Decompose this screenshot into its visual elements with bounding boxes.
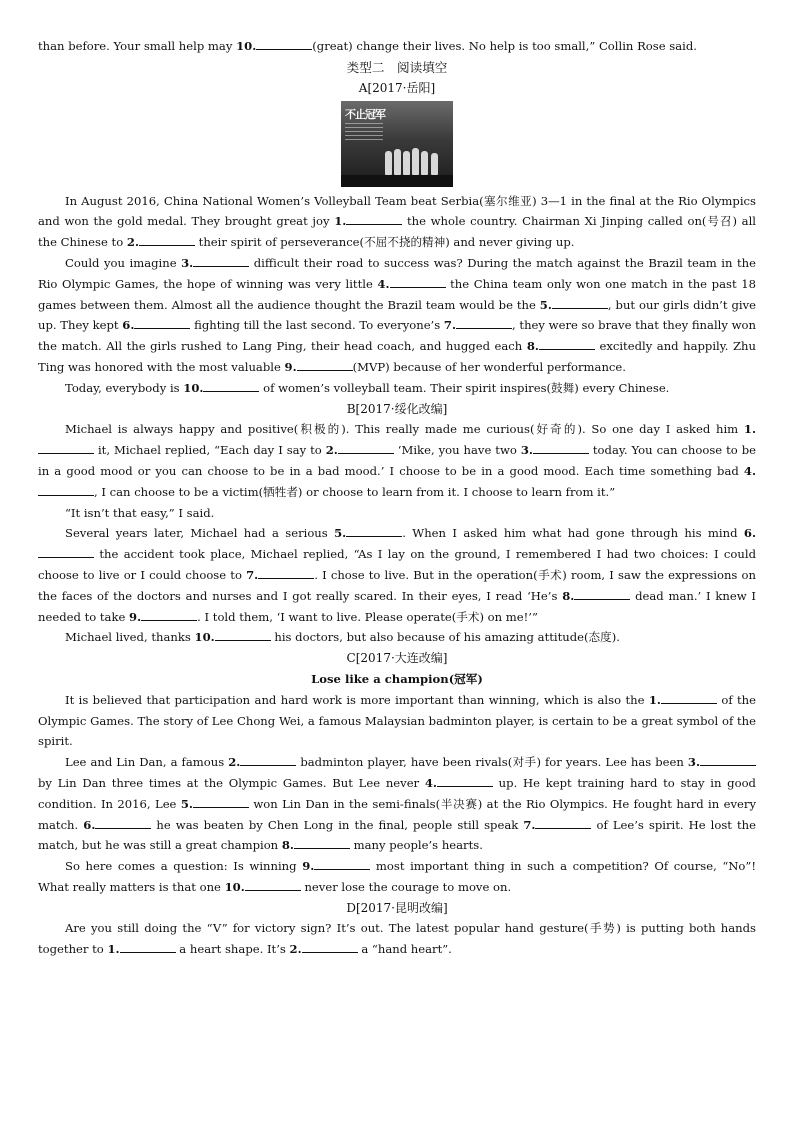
text-run: by Lin Dan three times at the Olympic Games. But Lee never — [38, 775, 425, 790]
blank-number: 3. — [520, 443, 533, 458]
answer-blank[interactable] — [700, 754, 756, 766]
passage-c-paragraph — [38, 752, 756, 856]
text-run: the whole country. Chairman Xi Jinping called on(号召) all the Chinese to — [38, 214, 757, 250]
blank-number: 7. — [523, 817, 536, 832]
text-run: Michael is always happy and positive(积极的). This really made me curious(好奇的). So one day I asked him — [65, 422, 744, 437]
text-run: badminton player, have been rivals(对手) for years. Lee has been — [296, 755, 688, 770]
passage-b-paragraph — [38, 627, 756, 648]
text-run: Today, everybody is — [65, 380, 184, 395]
text-run: fighting till the last second. To everyone’s — [190, 318, 444, 333]
answer-blank[interactable] — [437, 775, 493, 787]
blank-number: 2. — [289, 942, 302, 957]
section-title: 类型二 阅读填空 — [346, 59, 448, 75]
text-run: Several years later, Michael had a serious — [65, 526, 335, 541]
blank-number: 10. — [224, 879, 245, 894]
text-run: dead man.’ I knew I needed to take — [38, 588, 756, 624]
blank-number: 1. — [334, 214, 347, 229]
blank-number: 5. — [539, 297, 552, 312]
blank-number: 8. — [562, 588, 575, 603]
passage-a-paragraph — [38, 191, 756, 253]
blank-number: 2. — [228, 755, 241, 770]
blank-number: 5. — [180, 796, 193, 811]
blank-number: 4. — [424, 775, 437, 790]
text-run: the accident took place, Michael replied, “As I lay on the ground, I remembered I had two choices: I could choose to live or I could choose to — [38, 547, 756, 582]
answer-blank[interactable] — [141, 609, 197, 621]
blank-number: 10. — [183, 380, 204, 395]
blank-number: 6. — [122, 318, 135, 333]
blank-number: 8. — [526, 339, 539, 354]
answer-blank[interactable] — [95, 817, 151, 829]
text-run: of Lee’s spirit. He lost the match, but he was still a great champion — [38, 817, 757, 853]
answer-blank[interactable] — [533, 442, 589, 454]
answer-blank[interactable] — [256, 38, 312, 50]
text-run: , they were so brave that they finally won the match. All the girls rushed to Lang Ping, their head coach, and hugged each — [38, 318, 756, 354]
text-run: won Lin Dan in the semi-finals(半决赛) at the Rio Olympics. He fought hard in every match. — [38, 796, 756, 832]
carryover-paragraph: than before. Your small help may 10. (great) change their lives. No help is too small,” Collin Rose said. — [38, 39, 697, 53]
answer-blank[interactable] — [193, 796, 249, 808]
text-run: he was beaten by Chen Long in the final, people still speak — [151, 817, 524, 832]
text-run: their spirit of perseverance(不屈不挠的精神) and never giving up. — [194, 235, 575, 250]
answer-blank[interactable] — [338, 442, 394, 454]
blank-number: 7. — [246, 567, 259, 582]
answer-blank[interactable] — [203, 380, 259, 392]
blank-number: 9. — [284, 359, 297, 374]
text-run: a “hand heart”. — [357, 942, 452, 957]
blank-number: 6. — [83, 817, 96, 832]
passage-a-paragraph — [38, 253, 756, 378]
answer-blank[interactable] — [661, 692, 717, 704]
text-run: difficult their road to success was? During the match against the Brazil team in the Rio Olympic Games, the hope of winning was very little — [38, 255, 756, 291]
blank-number: 2. — [126, 235, 139, 250]
text-run: of the Olympic Games. The story of Lee Chong Wei, a famous Malaysian badminton player, is certain to be a great symbol of the spirit. — [38, 692, 756, 749]
answer-blank[interactable] — [297, 359, 353, 371]
answer-blank[interactable] — [390, 276, 446, 288]
blank-number: 3. — [181, 255, 194, 270]
text-run: , but our girls didn’t give up. They kept — [38, 297, 756, 333]
volleyball-team-photo — [341, 101, 453, 187]
answer-blank[interactable] — [120, 941, 176, 953]
answer-blank[interactable] — [215, 629, 271, 641]
text-run: So here comes a question: Is winning — [65, 859, 303, 874]
passage-c-paragraph — [38, 690, 756, 752]
blank-number: 6. — [743, 526, 756, 541]
text-run: a heart shape. It’s — [175, 942, 290, 957]
answer-blank[interactable] — [139, 234, 195, 246]
text-run: Lee and Lin Dan, a famous — [65, 755, 229, 770]
passage-d-label: D[2017·昆明改编] — [346, 900, 448, 915]
text-run: . I told them, ‘I want to live. Please operate(手术) on me!’” — [197, 609, 538, 624]
text-run: many people’s hearts. — [349, 838, 483, 853]
blank-number: 1. — [107, 942, 120, 957]
passage-c-paragraph — [38, 856, 756, 898]
text-run: today. You can choose to be in a good mood or you can choose to be in a bad mood.’ I choose to be in a good mood. Each time something bad — [38, 443, 756, 478]
passage-b-paragraph: “It isn’t that easy,” I said. — [65, 505, 215, 520]
text-run: the China team only won one match in the past 18 games between them. Almost all the audience thought the Brazil team would be the — [38, 276, 756, 312]
text-run: never lose the courage to move on. — [300, 879, 512, 894]
passage-b-paragraph — [38, 419, 756, 502]
text-run: of women’s volleyball team. Their spirit inspires(鼓舞) every Chinese. — [259, 380, 670, 395]
text-run: . When I asked him what had gone through his mind — [402, 526, 744, 541]
answer-blank[interactable] — [456, 317, 512, 329]
blank-number: 9. — [302, 859, 315, 874]
blank-number: 1. — [743, 422, 756, 437]
passage-c-label: C[2017·大连改编] — [346, 651, 448, 666]
blank-number: 5. — [334, 526, 347, 541]
document-page — [38, 36, 756, 960]
blank-number: 4. — [743, 463, 756, 478]
blank-number: 3. — [687, 755, 700, 770]
answer-blank[interactable] — [38, 546, 94, 558]
blank-number: 2. — [325, 443, 338, 458]
answer-blank[interactable] — [193, 255, 249, 267]
text-run: It is believed that participation and hard work is more important than winning, which is also the — [65, 692, 649, 707]
blank-number: 1. — [648, 692, 661, 707]
text-run: excitedly and happily. Zhu Ting was honored with the most valuable — [38, 339, 756, 374]
answer-blank[interactable] — [539, 338, 595, 350]
answer-blank[interactable] — [245, 879, 301, 891]
blank-number: 7. — [443, 318, 457, 333]
answer-blank[interactable] — [134, 317, 190, 329]
text-run: Could you imagine — [65, 255, 182, 270]
blank-number: 10. — [194, 630, 215, 645]
text-run: , I can choose to be a victim(牺牲者) or choose to learn from it. I choose to learn from it.” — [94, 484, 616, 499]
answer-blank[interactable] — [552, 297, 608, 309]
passage-d-paragraph — [38, 918, 756, 960]
answer-blank[interactable] — [38, 442, 94, 454]
blank-number: 4. — [377, 276, 390, 291]
passage-b-label: B[2017·绥化改编] — [346, 401, 448, 416]
text-run: his doctors, but also because of his amazing attitude(态度). — [270, 630, 620, 645]
text-run: up. He kept training hard to stay in good condition. In 2016, Lee — [38, 775, 756, 811]
text-run: . I chose to live. But in the operation(手术) room, I saw the expressions on the faces of the doctors and nurses and I got really scared. In their eyes, I read ‘He’s — [38, 567, 756, 603]
answer-blank[interactable] — [574, 588, 630, 600]
answer-blank[interactable] — [535, 817, 591, 829]
blank-number: 9. — [129, 609, 142, 624]
answer-blank[interactable] — [302, 941, 358, 953]
photo-caption: 不止冠军 — [345, 107, 385, 121]
text-run: Are you still doing the “V” for victory sign? It’s out. The latest popular hand gesture(手势) is putting both hands together to — [38, 921, 756, 957]
answer-blank[interactable] — [294, 837, 350, 849]
answer-blank[interactable] — [346, 525, 402, 537]
passage-a-label: A[2017·岳阳] — [358, 80, 436, 95]
text-run: ‘Mike, you have two — [393, 443, 521, 458]
passage-a-paragraph — [38, 378, 756, 399]
text-run: (MVP) because of her wonderful performance. — [352, 359, 626, 374]
answer-blank[interactable] — [314, 858, 370, 870]
text-run: Michael lived, thanks — [65, 630, 195, 645]
blank-number: 8. — [281, 838, 294, 853]
text-run: it, Michael replied, “Each day I say to — [94, 443, 326, 458]
answer-blank[interactable] — [258, 567, 314, 579]
passage-c-title: Lose like a champion(冠军) — [311, 671, 483, 686]
text-run: In August 2016, China National Women’s Volleyball Team beat Serbia(塞尔维亚) 3—1 in the final at the Rio Olympics and won the gold medal. They brought great joy — [38, 193, 756, 229]
answer-blank[interactable] — [240, 754, 296, 766]
answer-blank[interactable] — [346, 213, 402, 225]
passage-b-paragraph — [38, 523, 756, 627]
text-run: most important thing in such a competition? Of course, “No”! What really matters is that one — [38, 859, 756, 894]
answer-blank[interactable] — [38, 484, 94, 496]
